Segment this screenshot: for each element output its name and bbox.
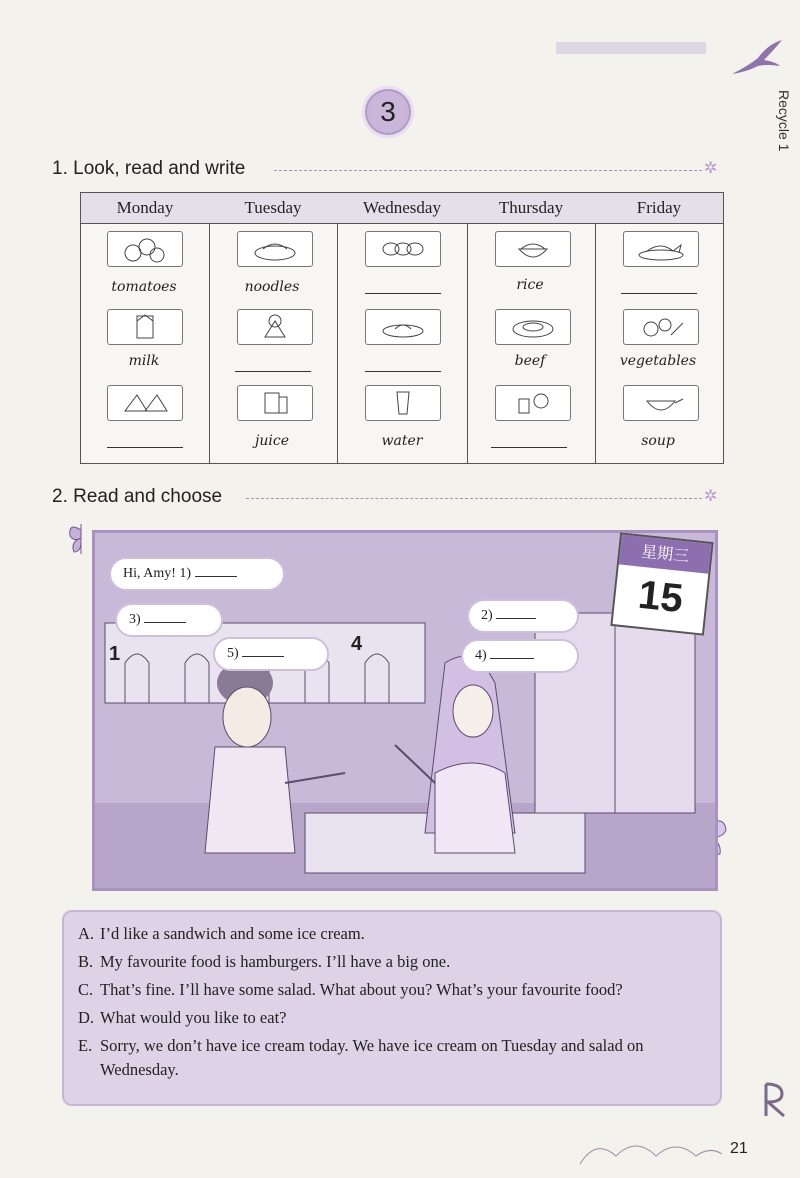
soup-picture: [623, 385, 699, 421]
header-decoration-bar: [556, 42, 706, 54]
day-header: Friday: [595, 193, 723, 224]
speech-bubble-3: [115, 603, 223, 637]
answer-blank[interactable]: [490, 644, 534, 659]
answer-blank[interactable]: [242, 642, 284, 657]
answer-word: water: [381, 433, 423, 449]
option-text: That’s fine. I’ll have some salad. What about you? What’s your favourite food?: [100, 980, 623, 999]
option-letter: B.: [78, 952, 94, 971]
answer-blank[interactable]: [235, 371, 311, 372]
option-e[interactable]: [78, 1034, 708, 1082]
option-b[interactable]: [78, 950, 708, 974]
column-wednesday: [337, 193, 468, 463]
column-friday: [595, 193, 723, 463]
noodles-picture: [237, 231, 313, 267]
column-monday: [81, 193, 210, 463]
cafeteria-scene: [92, 530, 718, 891]
star-icon: ✲: [704, 486, 718, 505]
option-text: I’d like a sandwich and some ice cream.: [100, 924, 365, 943]
option-text: My favourite food is hamburgers. I’ll have a big one.: [100, 952, 451, 971]
decorative-swirls: [576, 1128, 726, 1168]
section-2-title: 2. Read and choose: [52, 486, 223, 507]
answer-blank[interactable]: [195, 562, 237, 577]
section-1-title: 1. Look, read and write: [52, 158, 246, 179]
speech-bubble-1: [109, 557, 285, 591]
answer-word: vegetables: [619, 353, 697, 369]
water-glass-picture: [365, 385, 441, 421]
fish-dish-picture: [365, 309, 441, 345]
bubble-text: Hi, Amy! 1): [123, 566, 192, 581]
milk-picture: [107, 309, 183, 345]
shelf-label: 4: [351, 633, 363, 655]
bubble-text: 2): [481, 608, 493, 623]
option-c[interactable]: [78, 978, 708, 1002]
corner-r-logo: [760, 1080, 790, 1120]
beef-picture: [495, 309, 571, 345]
ice-cream-picture: [237, 309, 313, 345]
food-week-table: [80, 192, 724, 464]
page-number: 21: [730, 1140, 748, 1157]
answer-word: beef: [514, 353, 546, 369]
bubble-text: 3): [129, 612, 141, 627]
answer-options-box: [62, 910, 722, 1106]
option-text: Sorry, we don’t have ice cream today. We have ice cream on Tuesday and salad on Wednesday.: [100, 1036, 644, 1079]
star-icon: ✲: [704, 158, 718, 177]
option-d[interactable]: [78, 1006, 708, 1030]
juice-picture: [237, 385, 313, 421]
unit-number-badge: 3: [362, 86, 414, 138]
tea-picture: [495, 385, 571, 421]
calendar: [610, 532, 713, 635]
option-letter: A.: [78, 924, 95, 943]
day-header: Wednesday: [337, 193, 467, 224]
answer-blank[interactable]: [365, 293, 441, 294]
answer-blank[interactable]: [107, 447, 183, 448]
hamburgers-picture: [365, 231, 441, 267]
answer-word: tomatoes: [111, 279, 177, 295]
column-tuesday: [209, 193, 338, 463]
speech-bubble-2: [467, 599, 579, 633]
rice-bowl-picture: [495, 231, 571, 267]
calendar-weekday: 星期三: [619, 535, 712, 574]
answer-blank[interactable]: [144, 608, 186, 623]
calendar-date: 15: [636, 572, 686, 622]
column-thursday: [467, 193, 596, 463]
speech-bubble-4: [461, 639, 579, 673]
day-header: Monday: [81, 193, 209, 224]
day-header: Tuesday: [209, 193, 337, 224]
answer-word: soup: [641, 433, 675, 449]
answer-blank[interactable]: [621, 293, 697, 294]
day-header: Thursday: [467, 193, 595, 224]
answer-blank[interactable]: [496, 604, 536, 619]
answer-word: noodles: [244, 279, 300, 295]
recycle-tab: Recycle 1: [776, 90, 792, 152]
dotted-rule: [274, 170, 702, 171]
fish-picture: [623, 231, 699, 267]
option-text: What would you like to eat?: [100, 1008, 287, 1027]
option-a[interactable]: [78, 922, 708, 946]
shelf-label: 1: [109, 643, 121, 665]
bird-icon: [728, 36, 784, 80]
bubble-text: 5): [227, 646, 239, 661]
answer-blank[interactable]: [365, 371, 441, 372]
sandwich-picture: [107, 385, 183, 421]
tomatoes-picture: [107, 231, 183, 267]
speech-bubble-5: [213, 637, 329, 671]
answer-word: rice: [516, 277, 544, 293]
vegetables-picture: [623, 309, 699, 345]
option-letter: D.: [78, 1008, 95, 1027]
option-letter: E.: [78, 1036, 93, 1055]
answer-word: juice: [255, 433, 289, 449]
dotted-rule: [246, 498, 702, 499]
answer-word: milk: [128, 353, 160, 369]
answer-blank[interactable]: [491, 447, 567, 448]
option-letter: C.: [78, 980, 94, 999]
bubble-text: 4): [475, 648, 487, 663]
